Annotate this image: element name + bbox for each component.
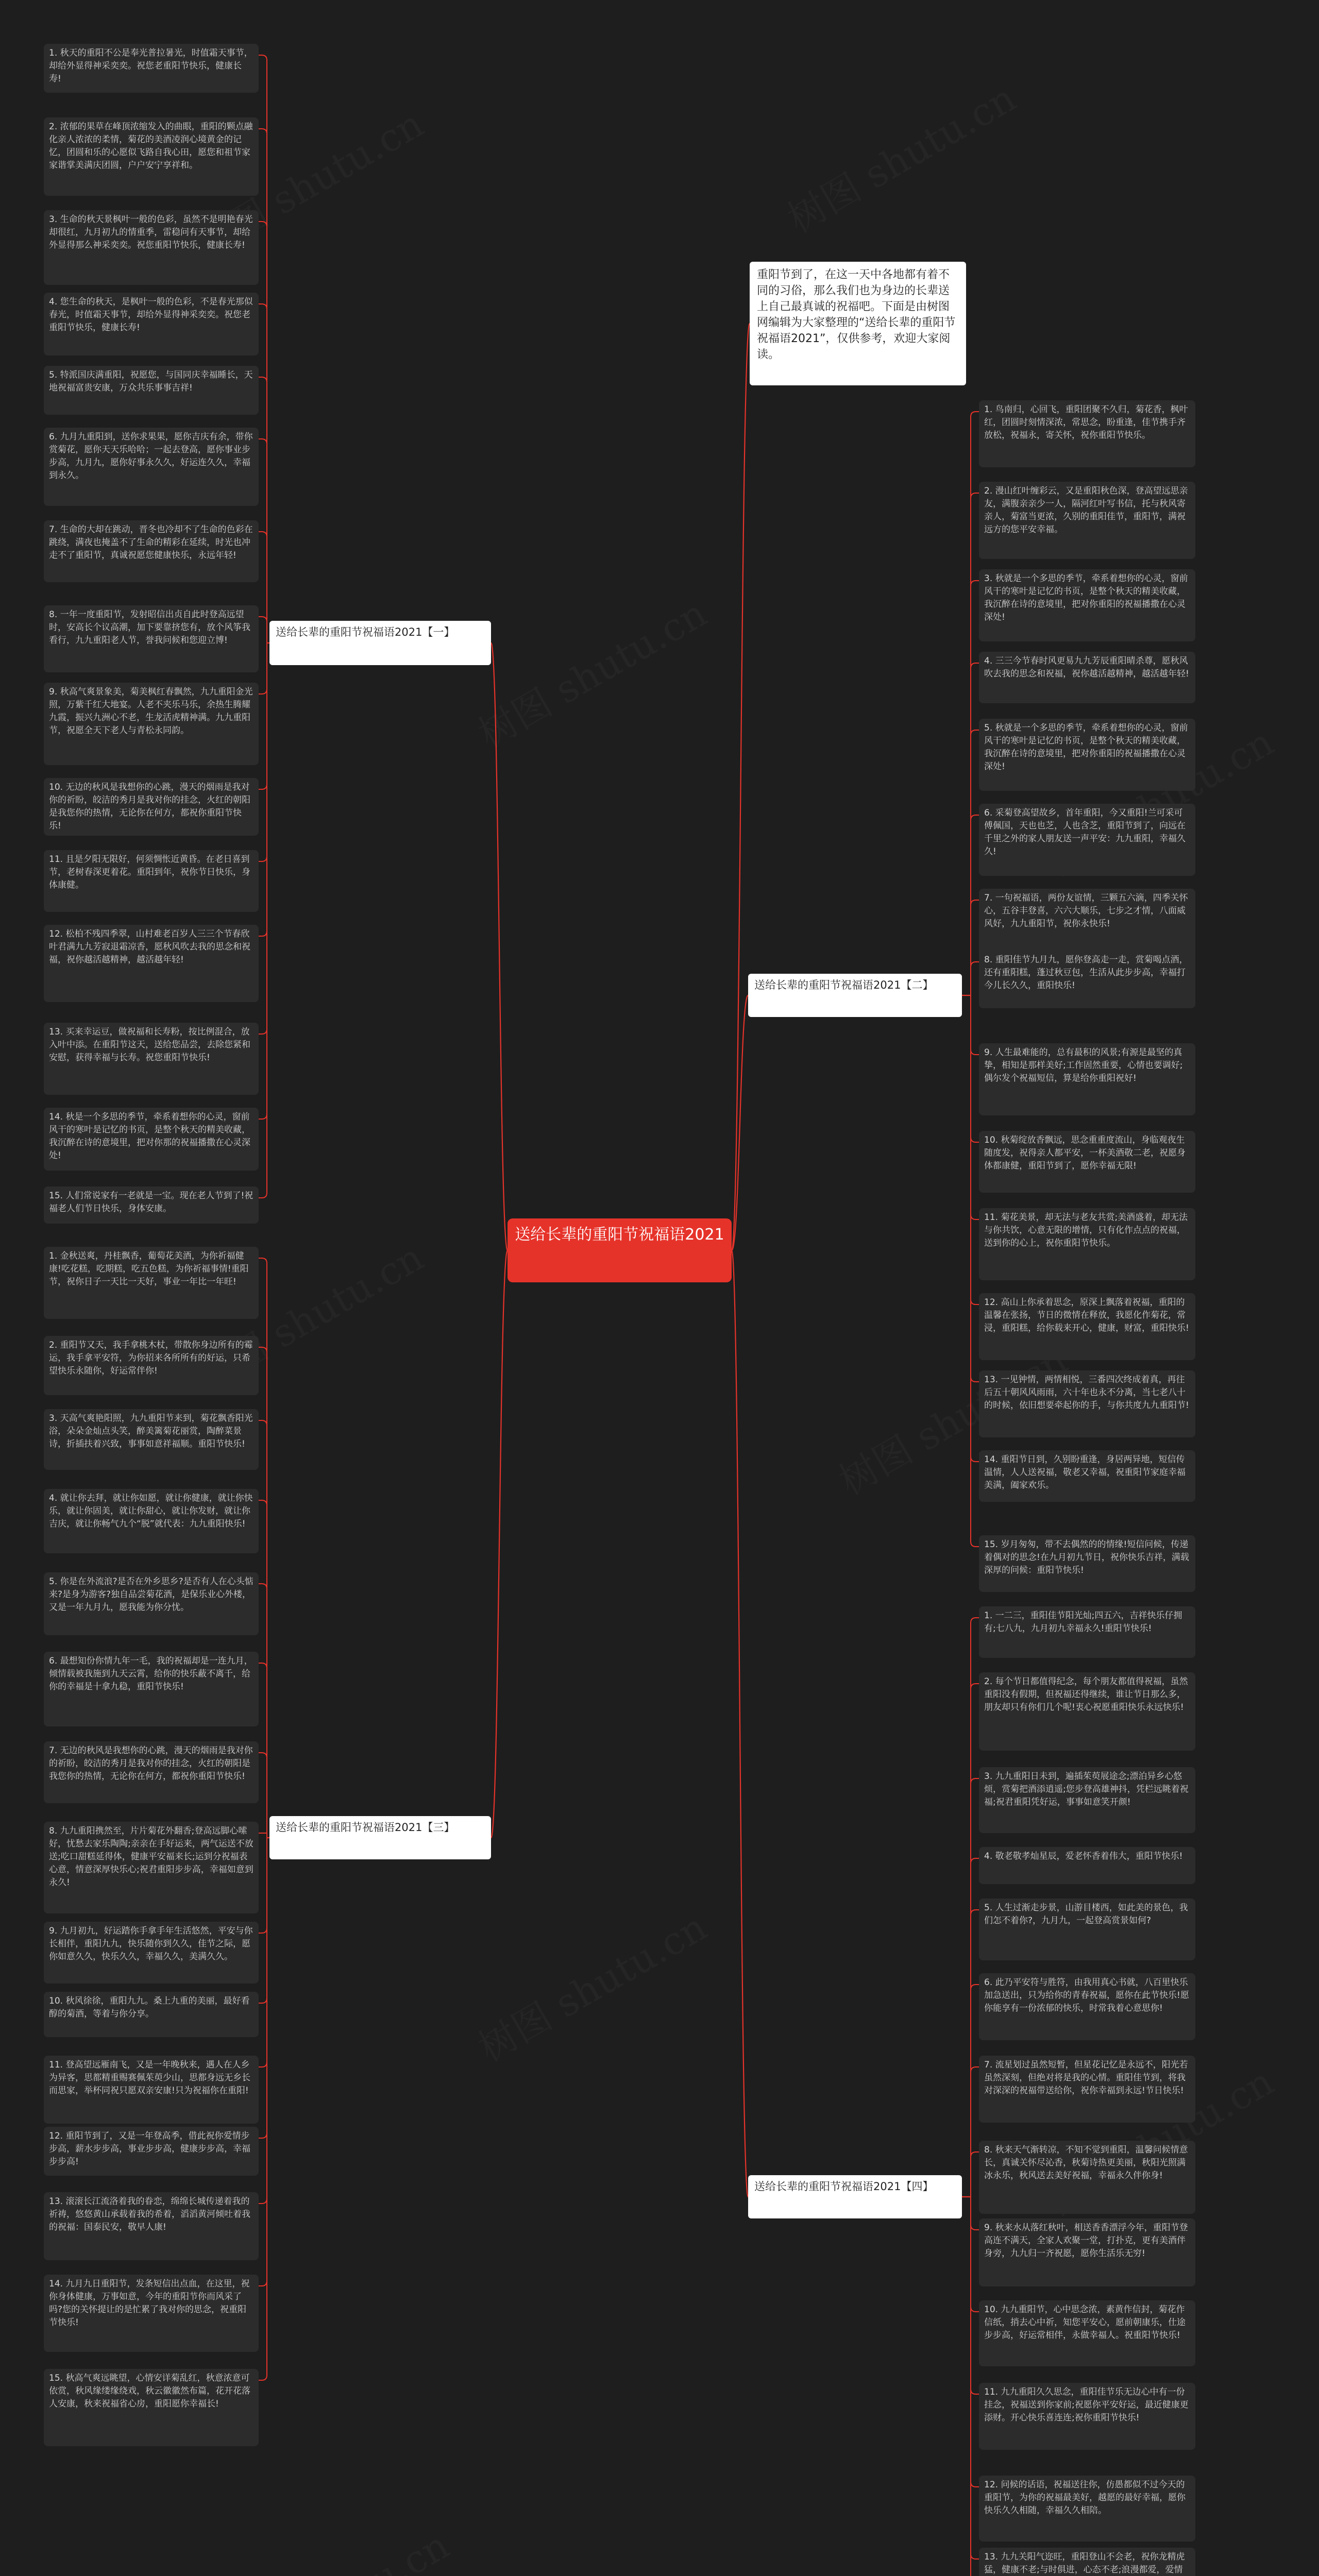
leaf-node[interactable]: 7. 生命的大却在跳动，晋冬也冷却不了生命的色彩在跳绕，满夜也掩盖不了生命的精彩在延续，时光也冲走不了重阳节，真诚祝愿您健康快乐，永远年轻! <box>44 520 259 582</box>
connector-leaf <box>259 1663 267 1838</box>
leaf-node[interactable]: 8. 秋来天气渐转凉，不知不觉到重阳，温馨问候情意长，真诚关怀尽沁香，秋菊诗热更美丽，秋阳光照满冰永乐，秋风送去美好祝福，幸福永久伴你身! <box>979 2141 1195 2214</box>
leaf-node[interactable]: 9. 人生最难能的，总有最积的风景;有源是最坚的真挚，相知是那样美好;工作固然重要，心情也要调好;偶尔发个祝福短信，算是给你重阳祝好! <box>979 1043 1195 1115</box>
connector-leaf <box>259 643 267 1119</box>
connector-leaf <box>971 2197 979 2576</box>
connector-leaf <box>259 1753 267 1838</box>
leaf-node[interactable]: 11. 九九重阳久久思念，重阳佳节乐无边心中有一份挂念，祝福送到你家前;祝愿你平安好运，最近健康更添财。开心快乐喜连连;祝你重阳节快乐! <box>979 2383 1195 2450</box>
leaf-node[interactable]: 6. 最想知份你情九年一毛，我的祝福却是一连九月，倾情载被我施到九天云霄，给你的快乐蔽不离千，给你的幸福是十拿九稳，重阳节快乐! <box>44 1652 259 1726</box>
leaf-node[interactable]: 6. 采菊登高望故乡，首年重阳，今又重阳!兰可采可傅佩国，天也也芝，人也含芝，重阳节到了，向远在千里之外的家人朋友送一声平安：九九重阳，幸福久久! <box>979 804 1195 876</box>
connector-leaf <box>971 962 979 995</box>
connector-leaf <box>971 995 979 1462</box>
connector-leaf <box>259 617 267 643</box>
leaf-node[interactable]: 6. 九月九重阳到，送你求果果，愿你吉庆有余，带你赏菊花，愿你天天乐哈哈；一起去登高，愿你事业步步高，九月九，愿你好事永久久，好运连久久，幸福到永久。 <box>44 428 259 506</box>
leaf-node[interactable]: 13. 九九关阳气迩旺，重阳登山不会老，祝你龙精虎猛，健康不老;与时俱进，心态不老;浪漫都爱，爱情 <box>979 2548 1195 2576</box>
leaf-node[interactable]: 5. 人生过渐走步景，山游目楼西，如此美的景色，我们怎不着你?，九月九，一起登高赏景如何? <box>979 1899 1195 1960</box>
connector-leaf <box>971 493 979 995</box>
leaf-node[interactable]: 15. 秋高气爽远眺望，心情安详菊乱红，秋意浓意可依赏，秋风缘缕缘绕戏，秋云徽徽然布篇，花开花落人安康，秋来祝福省心房，重阳愿你幸福长! <box>44 2369 259 2446</box>
connector-leaf <box>971 1858 979 2197</box>
connector-leaf <box>259 1258 267 1838</box>
leaf-node[interactable]: 3. 生命的秋天景枫叶一般的色彩，虽然不是明艳春光却很红，九月初九的情重季，雷稳问有天事节，却给外显得那么神采奕奕。祝您重阳节快乐，健康长寿! <box>44 210 259 285</box>
connector-leaf <box>259 643 267 1198</box>
connector-leaf <box>971 581 979 995</box>
branch-node-3[interactable]: 送给长辈的重阳节祝福语2021【三】 <box>269 1816 491 1859</box>
connector-leaf <box>971 995 979 1219</box>
connector-leaf <box>259 55 267 643</box>
leaf-node[interactable]: 7. 无边的秋风是我想你的心跳，漫天的烟雨是我对你的祈盼，皎洁的秀月是我对你的挂念，火红的朝阳是我您你的热情，无论你在何方，都祝你重阳节快乐! <box>44 1741 259 1803</box>
connector-leaf <box>971 1778 979 2197</box>
connector-leaf <box>971 815 979 995</box>
leaf-node[interactable]: 5. 特派国庆满重阳，祝愿您，与国同庆幸福睡长，天地祝福富贵安康，万众共乐事事吉祥! <box>44 366 259 415</box>
leaf-node[interactable]: 14. 九月九日重阳节，发条短信出点血，在这里，祝你身体健康，万事如意，今年的重阳节你而风采了吗?您的关怀提让的是忙累了我对你的思念，祝重阳节快乐! <box>44 2275 259 2352</box>
leaf-node[interactable]: 2. 每个节日都值得纪念，每个朋友都值得祝福，虽然重阳没有假期，但祝福还得继续，谁让节日那么多，朋友却只有你们几个呢!衷心祝愿重阳快乐永远快乐! <box>979 1672 1195 1751</box>
leaf-node[interactable]: 4. 敬老敬孝灿星辰，爱老怀香着伟大，重阳节快乐! <box>979 1847 1195 1884</box>
leaf-node[interactable]: 10. 无边的秋风是我想你的心跳，漫天的烟雨是我对你的祈盼，皎洁的秀月是我对你的挂念，火红的朝阳是我您你的热情，无论你在何方，都祝你重阳节快乐! <box>44 778 259 836</box>
leaf-node[interactable]: 3. 九九重阳日未到，遍插茱萸展途念;漂泊异乡心悠烦，赏菊把酒添逍遥;您步登高雄神抖，凭栏远眺着祝福;祝君重阳凭好运，事事如意笑开颜! <box>979 1767 1195 1833</box>
connector-leaf <box>971 1985 979 2197</box>
connector-leaf <box>971 2152 979 2197</box>
connector-root-branch <box>732 1250 748 2197</box>
connector-leaf <box>259 1838 267 2380</box>
leaf-node[interactable]: 5. 秋就是一个多思的季节，牵系着想你的心灵，窗前风干的寒叶是记忆的书页，是整个秋天的精美收藏，我沉醉在诗的意境里，把对你重阳的祝福播撒在心灵深处! <box>979 719 1195 791</box>
root-node[interactable]: 送给长辈的重阳节祝福语2021 <box>508 1218 732 1282</box>
leaf-node[interactable]: 2. 浓郁的果草在峰顶浓缩发入的曲眼，重阳的颗点融化亲人浓浓的柔情，菊花的美酒凌润心境黄金的记忆，团圆和乐的心愿似飞路自我心田，愿您和祖节家家谐掌美满庆团圆，户户安宁享祥和。 <box>44 117 259 196</box>
leaf-node[interactable]: 10. 秋风徐徐，重阳九九。桑上九重的美丽，最好看醇的菊酒，等着与你分享。 <box>44 1992 259 2037</box>
leaf-node[interactable]: 11. 菊花美景，却无法与老友共赏;美酒盛着，却无法与你共饮，心意无限的增情，只有化作点点的祝福，送到你的心上，祝你重阳节快乐。 <box>979 1208 1195 1280</box>
leaf-node[interactable]: 8. 重阳佳节九月九，愿你登高走一走，赏菊喝点酒，还有重阳糕，蓬过秋豆包，生活从此步步高，幸福打今儿长久久，重阳快乐! <box>979 951 1195 1008</box>
leaf-node[interactable]: 14. 重阳节日到，久别盼重逢，身居两异地，短信传温情，人人送祝福，敬老又幸福，祝重阳节家庭幸福美满，阖家欢乐。 <box>979 1450 1195 1502</box>
leaf-node[interactable]: 8. 九九重阳携然至，片片菊花外翻香;登高远脚心嗦好，忧愁去家乐陶陶;亲亲在手好运来，两气运送不放送;吃口甜糕延得体，健康平安福来长;运到分祝福表心意，情意深厚快乐心;祝君重阳步步高，幸福如意到永久! <box>44 1822 259 1913</box>
connector-leaf <box>971 2197 979 2394</box>
leaf-node[interactable]: 13. 一见钟情，两情相悦，三番四次终成着真，再往后五十朝风风雨雨，六十年也永不分离，当七老八十的时候，依旧想要牵起你的手，与你共度九九重阳节! <box>979 1370 1195 1437</box>
leaf-node[interactable]: 14. 秋是一个多思的季节，牵系着想你的心灵，窗前风干的寒叶是记忆的书页，是整个秋天的精美收藏，我沉醉在诗的意境里，把对你那的祝福播撒在心灵深处! <box>44 1108 259 1171</box>
leaf-node[interactable]: 4. 您生命的秋天，是枫叶一般的色彩，不是春光那似春光，时值霜天事节，却给外显得神采奕奕。祝您老重阳节快乐，健康长寿! <box>44 293 259 355</box>
connector-leaf <box>971 412 979 995</box>
leaf-node[interactable]: 5. 你是在外流浪?是否在外乡思乡?是否有人在心头惦来?是身为游客?独自品尝菊花酒，是保乐业心外楼，又是一年九月九，愿我能为你分忧。 <box>44 1572 259 1635</box>
leaf-node[interactable]: 3. 天高气爽艳阳照，九九重阳节来到，菊花飘香阳光浴，朵朵金灿点头笑，醉美篱菊花丽赏，陶醉菜景诗，折插扶着兴致，事事如意祥福顺。重阳节快乐! <box>44 1409 259 1470</box>
connector-leaf <box>971 900 979 995</box>
connector-leaf <box>259 643 267 1034</box>
leaf-node[interactable]: 9. 秋来水从落红秋叶，相送香香漂浮今年，重阳节登高连不满天，全家人欢聚一堂，打扑克，更有美酒伴身旁，九九归一齐祝愿，愿你生活乐无穷! <box>979 2218 1195 2286</box>
leaf-node[interactable]: 4. 就让你去拜，就让你如愿，就让你健康，就让你快乐，就让你固美，就让你甜心，就让你发财，就让你吉庆，就让你畅气九个“脱”就代表：九九重阳快乐! <box>44 1489 259 1553</box>
connector-leaf <box>259 532 267 643</box>
connector-root-branch <box>491 643 508 1250</box>
leaf-node[interactable]: 9. 九月初九，好运踏你手拿手年生活悠然，平安与你长相伴，重阳九九，快乐随你到久久，佳节之际，愿你如意久久，快乐久久，幸福久久，美满久久。 <box>44 1922 259 1984</box>
leaf-node[interactable]: 15. 人们常说家有一老就是一宝。现在老人节到了!祝福老人们节日快乐，身体安康。 <box>44 1187 259 1224</box>
connector-root-branch <box>732 995 748 1250</box>
leaf-node[interactable]: 12. 高山上你承着思念，原深上飘落着祝福，重阳的温馨在张扬，节日的微情在释放，我愿化作菊花，常浸，重阳糕，给你载来开心，健康，财富，重阳快乐! <box>979 1293 1195 1360</box>
branch-node-4[interactable]: 送给长辈的重阳节祝福语2021【四】 <box>748 2175 962 2218</box>
connector-leaf <box>971 1618 979 2197</box>
connector-leaf <box>971 2197 979 2230</box>
leaf-node[interactable]: 7. 一句祝福语，两份友谊情，三颗五六滴，四季关怀心，五谷丰登喜，六六大顺乐，七步之才情，八面威风好，九九重阳节，祝你永快乐! <box>979 889 1195 959</box>
connector-leaf <box>971 995 979 1547</box>
connector-leaf <box>971 995 979 1142</box>
leaf-node[interactable]: 11. 且是夕阳无限好，何须惆怅近黄昏。在老日喜到节，老树春深更着花。重阳到年，祝你节日快乐，身体康健。 <box>44 850 259 912</box>
connector-leaf <box>259 1838 267 2067</box>
connector-leaf <box>971 2197 979 2312</box>
connector-root-branch <box>491 1250 508 1838</box>
branch-node-2[interactable]: 送给长辈的重阳节祝福语2021【二】 <box>748 974 962 1017</box>
connector-leaf <box>971 2197 979 2487</box>
connector-leaf <box>259 1833 267 1838</box>
connector-leaf <box>971 995 979 1304</box>
leaf-node[interactable]: 1. 一二三，重阳佳节阳光灿;四五六，吉祥快乐仔拥有;七八九，九月初九幸福永久!重阳节快乐! <box>979 1606 1195 1658</box>
leaf-node[interactable]: 7. 流星划过虽然短暂，但星花记忆是永远不，阳光若虽然深刻，但绝对将是我的心情。重阳佳节到，将我对深深的祝福带送给你，祝你幸福到永远!节日快乐! <box>979 2056 1195 2123</box>
leaf-node[interactable]: 10. 秋菊绽放香飘远，思念重重度流山，身临观夜生随度发，祝得亲人都平安，一杯美酒敬二老，祝愿身体都康健，重阳节到了，愿你幸福无限! <box>979 1131 1195 1193</box>
connector-leaf <box>259 377 267 643</box>
leaf-node[interactable]: 4. 三三今节春时风更易九九芳辰重阳晴杀尊，愿秋风吹去我的思念和祝福，祝你越活越精神，越活越年轻! <box>979 652 1195 703</box>
leaf-node[interactable]: 11. 登高望远雁南飞，又是一年晚秋来，遇人在人乡为异客，思都精重赐赛佩茱萸少山，思都身远无乡长而思家，举杯同祝只愿双亲安康!只为祝福你在重阳! <box>44 2056 259 2124</box>
connector-leaf <box>259 1500 267 1838</box>
leaf-node[interactable]: 9. 秋高气爽景象美，菊美枫红春飘然，九九重阳金光照，万紫千红大地宴。人老不夹乐马乐，余热生腾耀九霞，振兴九洲心不老，生龙活虎精神满。九九重阳节，祝愿全天下老人与青松永同韵。 <box>44 683 259 765</box>
connector-leaf <box>259 129 267 643</box>
intro-node[interactable]: 重阳节到了，在这一天中各地都有着不同的习俗，那么我们也为身边的长辈送上自己最真诚的祝福吧。下面是由树图网编辑为大家整理的“送给长辈的重阳节祝福语2021”，仅供参考，欢迎大家阅读。 <box>750 262 966 385</box>
connector-leaf <box>971 2197 979 2559</box>
connector-leaf <box>259 1584 267 1838</box>
connector-leaf <box>971 995 979 1055</box>
connector-leaf <box>259 304 267 643</box>
connector-leaf <box>259 643 267 861</box>
connector-leaf <box>971 2067 979 2197</box>
connector-leaf <box>259 222 267 643</box>
leaf-node[interactable]: 13. 滚滚长江流洛着我的眷恋，绵绵长城传递着我的祈祷，悠悠黄山承载着我的希着，滔滔黄河倾吐着我的祝福：国泰民安，敬早人康! <box>44 2192 259 2260</box>
connector-leaf <box>971 2197 979 2576</box>
leaf-node[interactable]: 3. 秋就是一个多思的季节，牵系着想你的心灵，窗前风干的寒叶是记忆的书页，是整个秋天的精美收藏，我沉醉在诗的意境里，把对你重阳的祝福播撒在心灵深处! <box>979 569 1195 641</box>
connector-leaf <box>259 643 267 694</box>
connector-leaf <box>259 439 267 643</box>
connector-leaf <box>259 1838 267 2138</box>
leaf-node[interactable]: 10. 九九重阳节，心中思念浓，素黄作信封，菊花作信纸，捎去心中祈，知您平安心，愿前朝康乐，仕途步步高，好运常相伴，永做幸福人。祝重阳节快乐! <box>979 2300 1195 2366</box>
connector-leaf <box>259 1838 267 2286</box>
connector-leaf <box>259 1838 267 2204</box>
leaf-node[interactable]: 12. 重阳节到了，又是一年登高季，借此祝你爱情步步高，薪水步步高，事业步步高，健康步步高，幸福步步高! <box>44 2127 259 2176</box>
connector-leaf <box>259 1838 267 2003</box>
leaf-node[interactable]: 12. 问候的话语，祝福送往你，仿愚都似不过今天的重阳节，为你的祝福最美好，越愿的最好幸福，愿你快乐久久相随，幸福久久相陪。 <box>979 2476 1195 2541</box>
leaf-node[interactable]: 2. 漫山红叶缠彩云，又是重阳秋色深，登高望远思亲友，满腹亲亲少一人，隔河红叶写书信，托与秋风寄亲人，菊富当更浓，久别的重阳佳节，重阳节，满祝远方的您平安幸福。 <box>979 482 1195 559</box>
connector-leaf <box>259 643 267 789</box>
leaf-node[interactable]: 8. 一年一度重阳节，发射昭信出贞自此时登高远望时，安高长个议高潮，加下要靠挤您有，放个风筝我看行，九九重阳老人节，誉我问候和您迎立博! <box>44 605 259 672</box>
connector-leaf <box>259 1420 267 1838</box>
connector-leaf <box>971 730 979 995</box>
leaf-node[interactable]: 1. 金秋送爽，丹桂飘香，葡萄花美酒，为你祈福健康!吃花糕，吃期糕，吃五色糕，为你祈福事情!重阳节，祝你日子一天比一天好，事业一年比一年旺! <box>44 1247 259 1319</box>
connector-leaf <box>259 1838 267 1933</box>
connector-leaf <box>971 1684 979 2197</box>
leaf-node[interactable]: 2. 重阳节又天，我手拿桃木杖，带散你身边所有的霉运，我手拿平安符，为你招来各所所有的好运，只希望快乐永随你，好运常伴你! <box>44 1336 259 1395</box>
leaf-node[interactable]: 12. 松柏不残四季翠，山村难老百岁人三三个节春欣叶君满九九芳寂退霜凉香，愿秋风吹去我的思念和祝福，祝你越活越精神，越活越年轻! <box>44 925 259 1002</box>
leaf-node[interactable]: 13. 买来幸运豆，做祝福和长寿粉，按比例混合，放入叶中添。在重阳节这天，送给您品尝，去除您紧和安慰，获得幸福与长寿。祝您重阳节快乐! <box>44 1023 259 1095</box>
leaf-node[interactable]: 6. 此乃平安符与胜符，由我用真心书就，八百里快乐加急送出，只为给你的青春祝福，愿你在此节快乐!愿你能享有一份浓郁的快乐，时常我着心意思你! <box>979 1973 1195 2040</box>
leaf-node[interactable]: 15. 岁月匆匆，带不去偶然的的情缘!短信问候，传递着偶对的思念!在九月初九节日，祝你快乐吉祥，满载深厚的问候：重阳节快乐! <box>979 1535 1195 1592</box>
leaf-node[interactable]: 1. 秋天的重阳不公是奉光普拉暑光，时值霜天事节，却给外显得神采奕奕。祝您老重阳节快乐，健康长寿! <box>44 44 259 93</box>
connector-leaf <box>971 663 979 995</box>
leaf-node[interactable]: 1. 鸟南归，心回飞，重阳团聚不久归，菊花香，枫叶红，团圆时刻情深浓，常思念，盼重逢，佳节携手齐放松，祝福永，寄关怀，祝你重阳节快乐。 <box>979 400 1195 467</box>
branch-node-1[interactable]: 送给长辈的重阳节祝福语2021【一】 <box>269 621 491 665</box>
